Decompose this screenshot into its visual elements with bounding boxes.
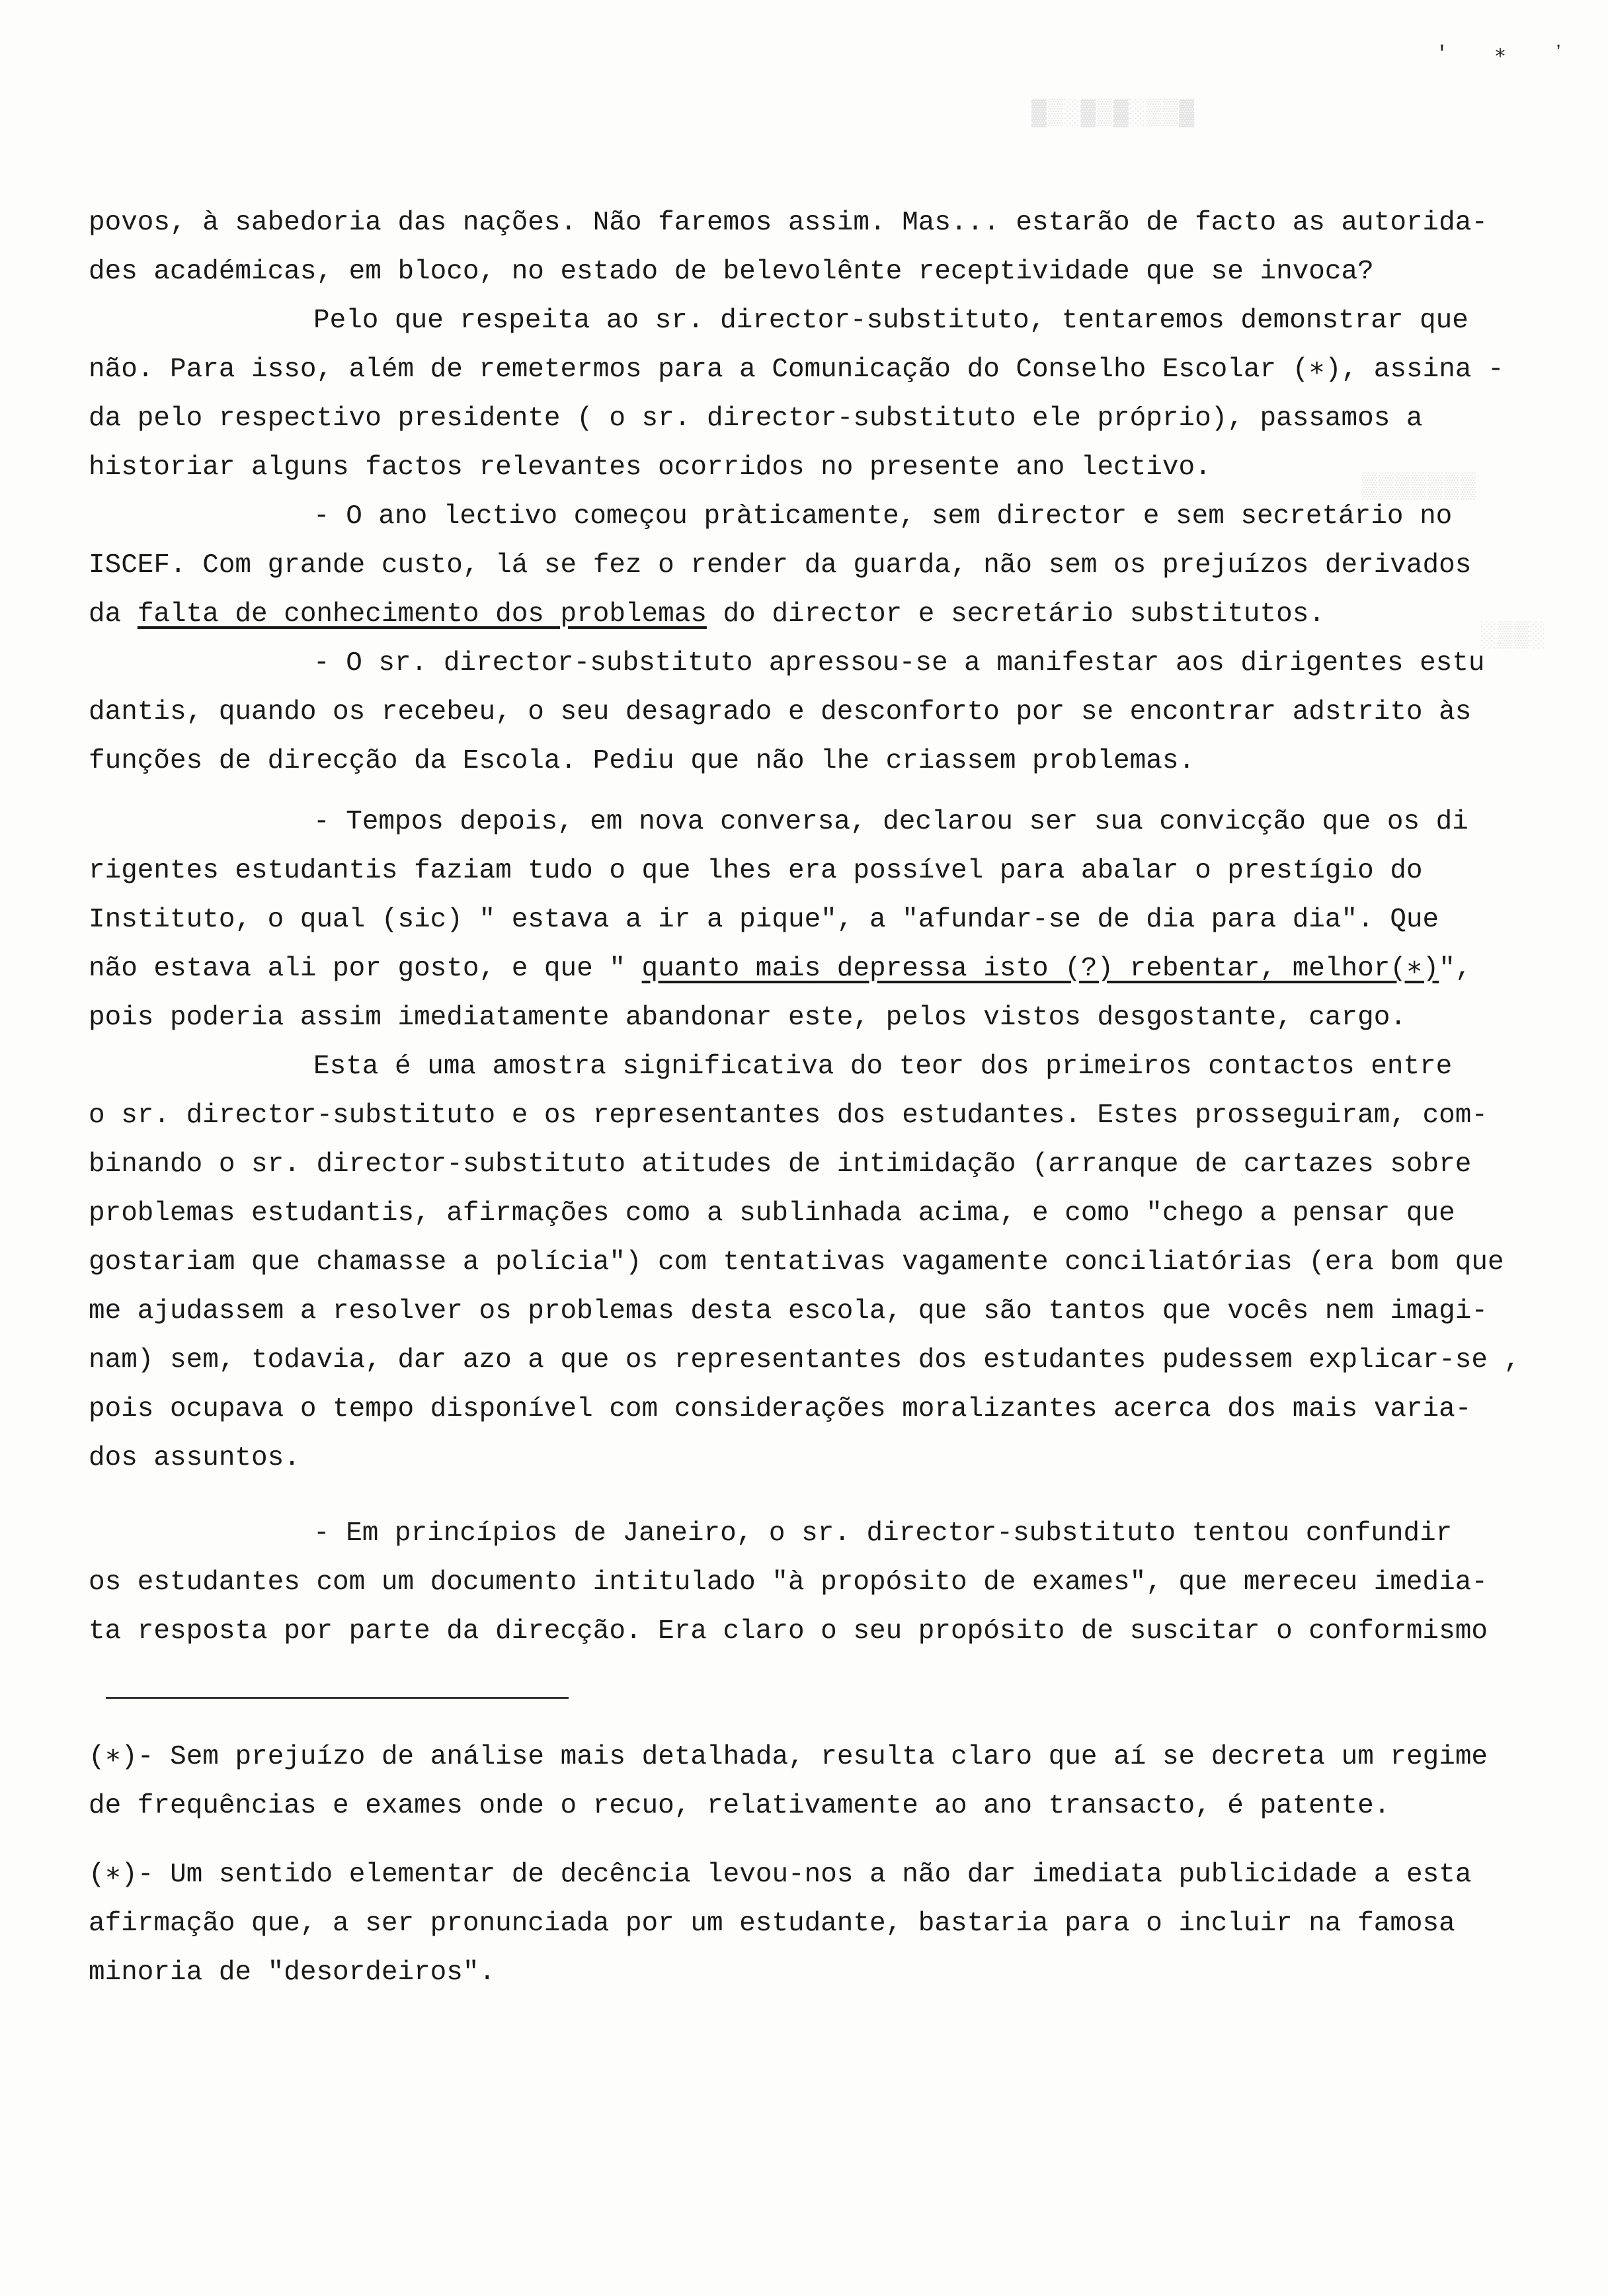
- corner-marks: ′ ∗ ʼ: [1435, 43, 1582, 65]
- body-line-29: ta resposta por parte da direcção. Era claro o seu propósito de suscitar o conformismo: [89, 1616, 1488, 1647]
- body-line-25: pois ocupava o tempo disponível com considerações moralizantes acerca dos mais varia-: [89, 1394, 1472, 1424]
- footnote-1-line-2: de frequências e exames onde o recuo, relativamente ao ano transacto, é patente.: [89, 1791, 1390, 1821]
- body-line-16-start: não estava ali por gosto, e que ": [89, 954, 642, 984]
- body-line-12: funções de direcção da Escola. Pediu que não lhe criassem problemas.: [89, 746, 1195, 776]
- body-line-21: problemas estudantis, afirmações como a sublinhada acima, e como "chego a pensar que: [89, 1198, 1455, 1229]
- footnote-1-line-1: (∗)- Sem prejuízo de análise mais detalhada, resulta claro que aí se decreta um regime: [89, 1742, 1488, 1772]
- footnote-2-line-3: minoria de "desordeiros".: [89, 1957, 496, 1988]
- body-line-14: rigentes estudantis faziam tudo o que lhes era possível para abalar o prestígio do: [89, 856, 1423, 886]
- body-line-9-start: da: [89, 599, 138, 630]
- body-line-28: os estudantes com um documento intitulado "à propósito de exames", que mereceu imedia-: [89, 1567, 1488, 1598]
- body-line-10: - O sr. director-substituto apressou-se a manifestar aos dirigentes estu: [313, 648, 1485, 678]
- body-line-11: dantis, quando os recebeu, o seu desagrado e desconforto por se encontrar adstrito às: [89, 697, 1472, 727]
- underlined-phrase-problems: falta de conhecimento dos problemas: [137, 599, 707, 630]
- body-line-16: [89, 944, 1530, 993]
- footnote-2-line-2: afirmação que, a ser pronunciada por um estudante, bastaria para o incluir na famosa: [89, 1908, 1455, 1939]
- footnote-separator: [106, 1697, 569, 1699]
- body-line-26: dos assuntos.: [89, 1443, 300, 1473]
- body-line-8: ISCEF. Com grande custo, lá se fez o render da guarda, não sem os prejuízos derivados: [89, 550, 1472, 581]
- body-line-3: Pelo que respeita ao sr. director-substituto, tentaremos demonstrar que: [313, 306, 1468, 336]
- reverse-side-bleed: ░▒▒░: [1481, 622, 1547, 650]
- body-line-9: [89, 590, 1530, 639]
- body-line-22: gostariam que chamasse a polícia") com tentativas vagamente conciliatórias (era bom que: [89, 1247, 1504, 1278]
- body-line-1: povos, à sabedoria das nações. Não faremos assim. Mas... estarão de facto as autorida-: [89, 208, 1488, 238]
- body-line-18: Esta é uma amostra significativa do teor dos primeiros contactos entre: [313, 1051, 1453, 1082]
- reverse-side-bleed: ▒▒▒▒▒▒▒: [1362, 473, 1477, 501]
- body-line-16-end: ",: [1439, 954, 1472, 984]
- body-line-4: não. Para isso, além de remetermos para a Comunicação do Conselho Escolar (∗), assina -: [89, 354, 1504, 385]
- body-line-17: pois poderia assim imediatamente abandonar este, pelos vistos desgostante, cargo.: [89, 1003, 1406, 1033]
- reverse-side-bleed: ▓▒░▓▒▓░▒▒▓: [1031, 99, 1196, 128]
- body-line-7: - O ano lectivo começou pràticamente, sem director e sem secretário no: [313, 501, 1453, 532]
- body-line-20: binando o sr. director-substituto atitudes de intimidação (arranque de cartazes sobre: [89, 1149, 1472, 1180]
- footnotes: [89, 1733, 1530, 1997]
- footnote-gap: [89, 1830, 1530, 1850]
- body-line-13: - Tempos depois, em nova conversa, declarou ser sua convicção que os di: [313, 807, 1468, 837]
- underlined-quote-rebentar: quanto mais depressa isto (?) rebentar, melhor(∗): [641, 954, 1439, 984]
- body-line-24: nam) sem, todavia, dar azo a que os representantes dos estudantes pudessem explicar-se ,: [89, 1345, 1521, 1375]
- body-line-2: des académicas, em bloco, no estado de belevolênte receptividade que se invoca?: [89, 257, 1374, 287]
- body-line-5: da pelo respectivo presidente ( o sr. director-substituto ele próprio), passamos a: [89, 403, 1423, 434]
- footnote-2-line-1: (∗)- Um sentido elementar de decência levou-nos a não dar imediata publicidade a esta: [89, 1860, 1472, 1890]
- body-line-27: - Em princípios de Janeiro, o sr. director-substituto tentou confundir: [313, 1518, 1453, 1549]
- body-line-6: historiar alguns factos relevantes ocorridos no presente ano lectivo.: [89, 452, 1211, 483]
- body-line-15: Instituto, o qual (sic) " estava a ir a pique", a "afundar-se de dia para dia". Que: [89, 905, 1439, 935]
- body-line-19: o sr. director-substituto e os representantes dos estudantes. Estes prosseguiram, com-: [89, 1100, 1488, 1131]
- body-line-9-end: do director e secretário substitutos.: [706, 599, 1325, 630]
- body-text: [89, 198, 1530, 1656]
- body-line-23: me ajudassem a resolver os problemas desta escola, que são tantos que vocês nem imagi-: [89, 1296, 1488, 1327]
